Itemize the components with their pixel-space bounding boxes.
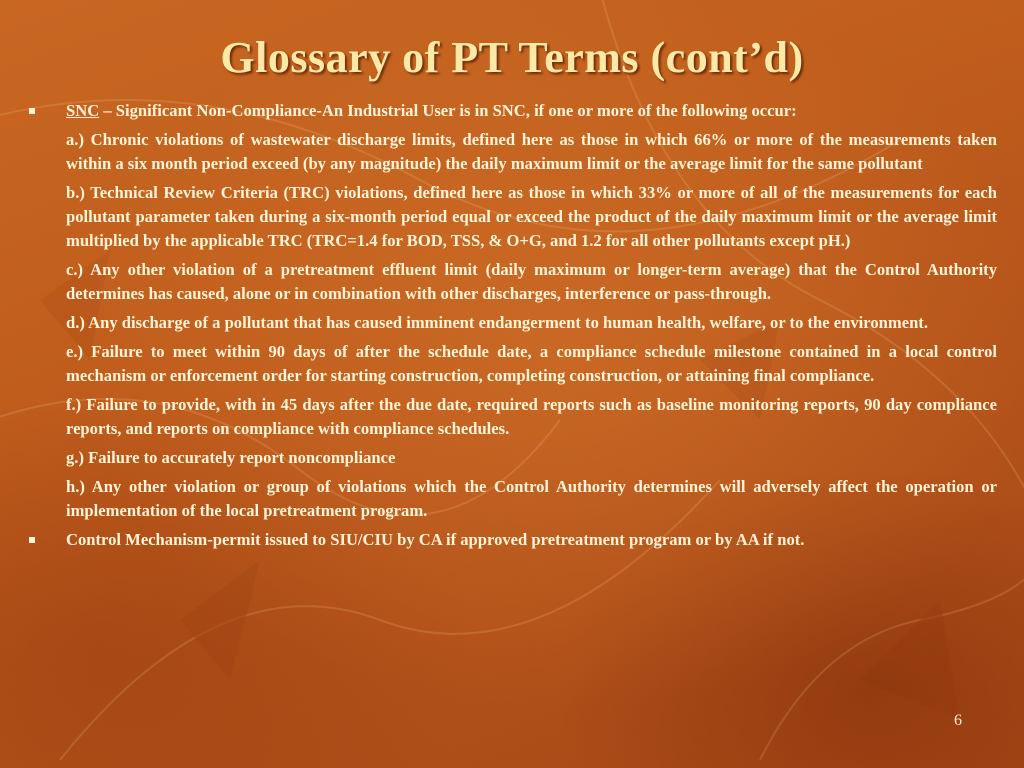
slide-title: Glossary of PT Terms (cont’d) bbox=[220, 33, 804, 82]
term-snc: SNC bbox=[66, 101, 100, 120]
snc-criterion-a: a.) Chronic violations of wastewater discharge limits, defined here as those in which 66% or more of the measurements taken within a six month period exceed (by any magnitude) the daily maximum limit or the average limit for the same pollutant bbox=[66, 130, 997, 173]
bullet-control-mechanism bbox=[24, 528, 997, 552]
term-snc-definition: – Significant Non-Compliance-An Industrial User is in SNC, if one or more of the following occur: bbox=[99, 101, 797, 120]
bullet-snc bbox=[24, 99, 997, 123]
snc-criterion-h: h.) Any other violation or group of violations which the Control Authority determines will adversely affect the operation or implementation of the local pretreatment program. bbox=[66, 477, 997, 520]
control-mechanism-text: Control Mechanism-permit issued to SIU/CIU by CA if approved pretreatment program or by AA if not. bbox=[66, 530, 805, 549]
page-number: 6 bbox=[954, 712, 962, 729]
snc-criterion-e: e.) Failure to meet within 90 days of after the schedule date, a compliance schedule milestone contained in a local control mechanism or enforcement order for starting construction, completing construction, or attaining final compliance. bbox=[66, 342, 997, 385]
snc-criterion-b: b.) Technical Review Criteria (TRC) violations, defined here as those in which 33% or more of all of the measurements for each pollutant parameter taken during a six-month period equal or exceed the product of the daily maximum limit or the average limit multiplied by the applicable TRC (TRC=1.4 for BOD, TSS, & O+G, and 1.2 for all other pollutants except pH.) bbox=[66, 183, 997, 250]
square-bullet-icon bbox=[29, 108, 35, 114]
snc-criterion-f: f.) Failure to provide, with in 45 days after the due date, required reports such as baseline monitoring reports, 90 day compliance reports, and reports on compliance with compliance schedules. bbox=[66, 395, 997, 438]
snc-criterion-c: c.) Any other violation of a pretreatment effluent limit (daily maximum or longer-term average) that the Control Authority determines has caused, alone or in combination with other discharges, interference or pass-through. bbox=[66, 260, 997, 303]
slide-body bbox=[24, 99, 997, 552]
snc-criterion-d: d.) Any discharge of a pollutant that has caused imminent endangerment to human health, welfare, or to the environment. bbox=[66, 313, 928, 332]
snc-criterion-g: g.) Failure to accurately report noncompliance bbox=[66, 448, 396, 467]
square-bullet-icon bbox=[29, 537, 35, 543]
